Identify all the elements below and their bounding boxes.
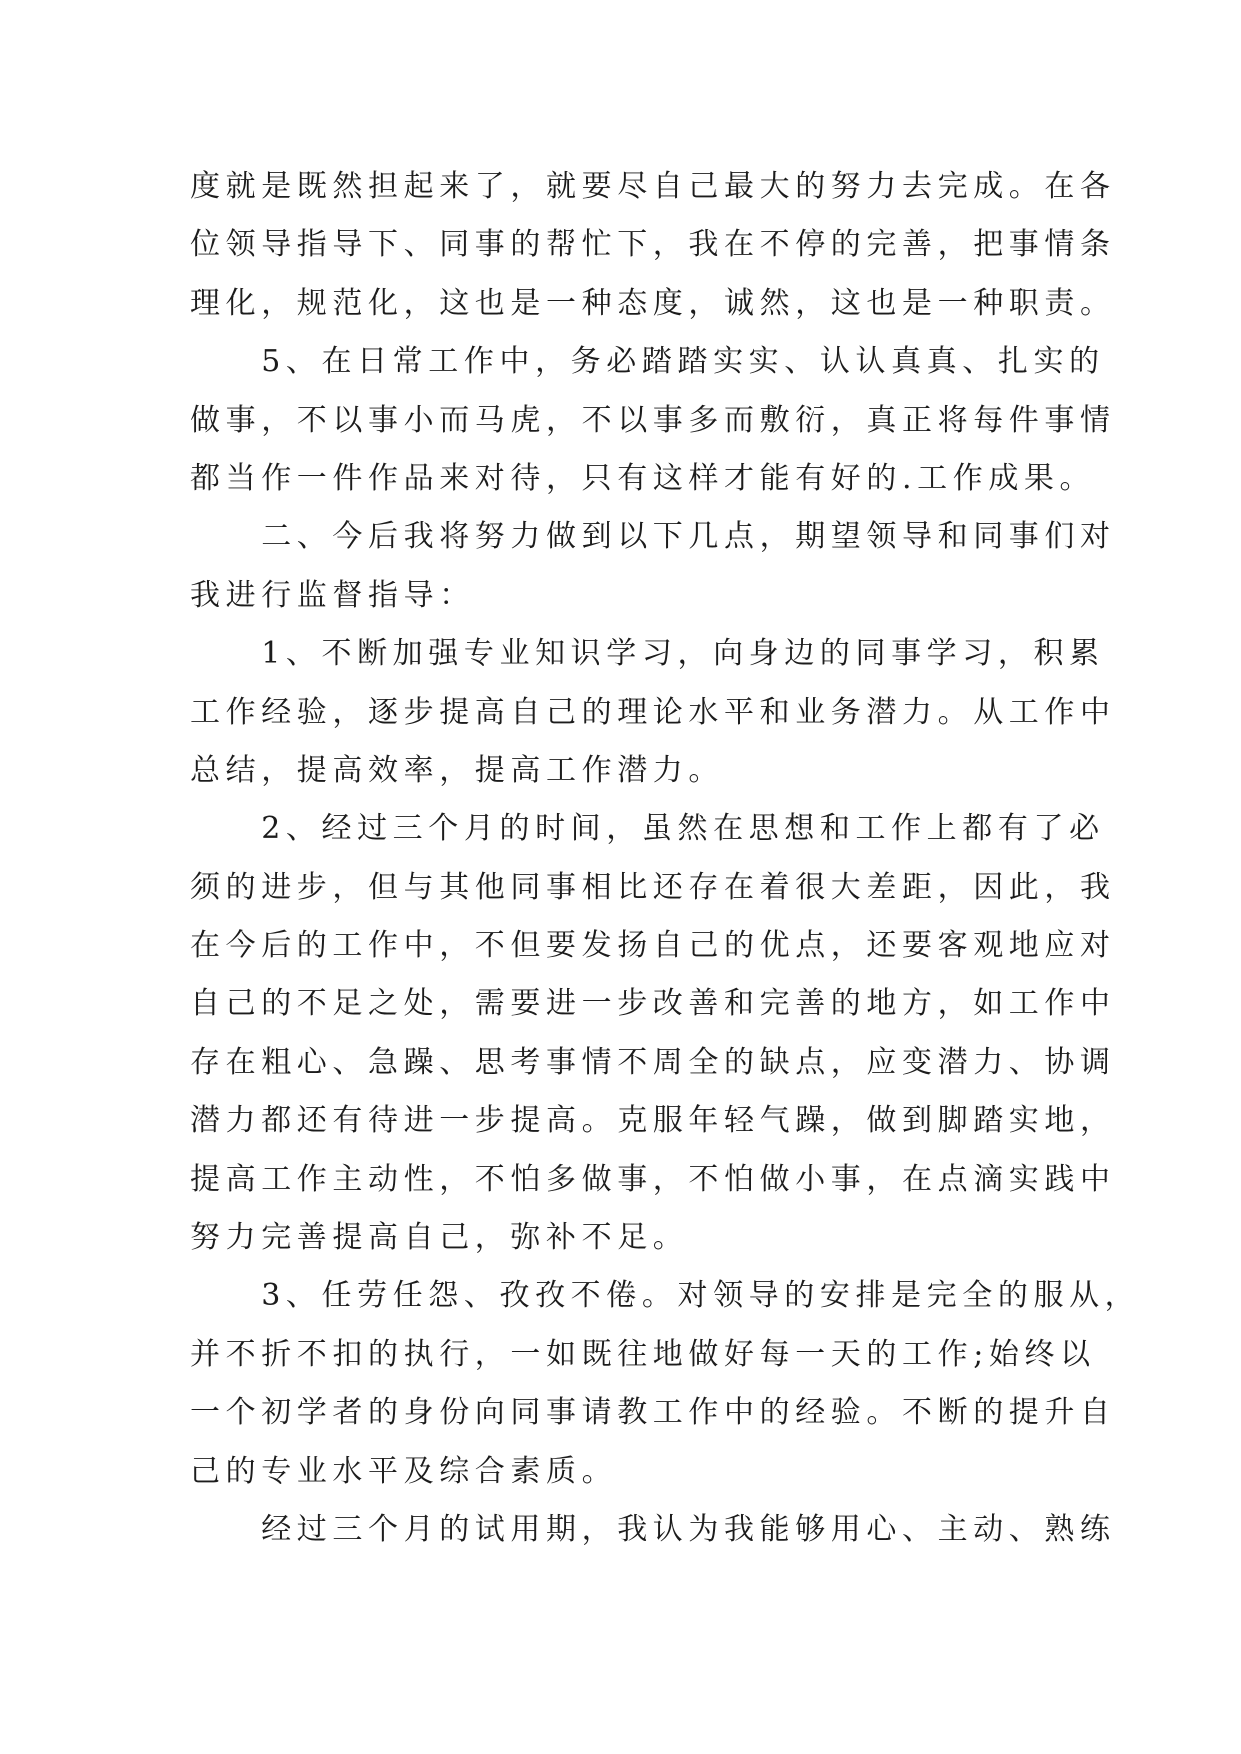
text-line: 潜力都还有待进一步提高。克服年轻气躁，做到脚踏实地， bbox=[190, 1103, 1116, 1139]
text-line: 在今后的工作中，不但要发扬自己的优点，还要客观地应对 bbox=[190, 928, 1116, 964]
text-line: 位领导指导下、同事的帮忙下，我在不停的完善，把事情条 bbox=[190, 227, 1116, 263]
text-line: 一个初学者的身份向同事请教工作中的经验。不断的提升自 bbox=[190, 1395, 1116, 1431]
text-line: 努力完善提高自己，弥补不足。 bbox=[190, 1220, 689, 1256]
text-line: 己的专业水平及综合素质。 bbox=[190, 1453, 618, 1489]
text-line: 二、今后我将努力做到以下几点，期望领导和同事们对 bbox=[190, 519, 1116, 555]
text-line: 做事，不以事小而马虎，不以事多而敷衍，真正将每件事情 bbox=[190, 402, 1116, 438]
text-line: 工作经验，逐步提高自己的理论水平和业务潜力。从工作中 bbox=[190, 694, 1116, 730]
text-line: 存在粗心、急躁、思考事情不周全的缺点，应变潜力、协调 bbox=[190, 1044, 1116, 1080]
text-line: 总结，提高效率，提高工作潜力。 bbox=[190, 752, 724, 788]
text-line: 提高工作主动性，不怕多做事，不怕做小事，在点滴实践中 bbox=[190, 1161, 1116, 1197]
text-line: 经过三个月的试用期，我认为我能够用心、主动、熟练 bbox=[190, 1511, 1116, 1547]
text-line: 理化，规范化，这也是一种态度，诚然，这也是一种职责。 bbox=[190, 285, 1116, 321]
text-line: 自己的不足之处，需要进一步改善和完善的地方，如工作中 bbox=[190, 986, 1116, 1022]
text-line: 并不折不扣的执行，一如既往地做好每一天的工作;始终以 bbox=[190, 1336, 1096, 1372]
text-line: 度就是既然担起来了，就要尽自己最大的努力去完成。在各 bbox=[190, 169, 1116, 204]
text-line: 2、经过三个月的时间，虽然在思想和工作上都有了必 bbox=[190, 811, 1105, 847]
text-line: 1、不断加强专业知识学习，向身边的同事学习，积累 bbox=[190, 636, 1105, 672]
document-body bbox=[190, 158, 1141, 1559]
text-line: 5、在日常工作中，务必踏踏实实、认认真真、扎实的 bbox=[190, 344, 1105, 380]
text-line: 我进行监督指导： bbox=[190, 577, 475, 613]
text-line: 须的进步，但与其他同事相比还存在着很大差距，因此，我 bbox=[190, 869, 1116, 905]
text-line: 都当作一件作品来对待，只有这样才能有好的.工作成果。 bbox=[190, 460, 1096, 496]
text-line: 3、任劳任怨、孜孜不倦。对领导的安排是完全的服从， bbox=[190, 1278, 1141, 1314]
